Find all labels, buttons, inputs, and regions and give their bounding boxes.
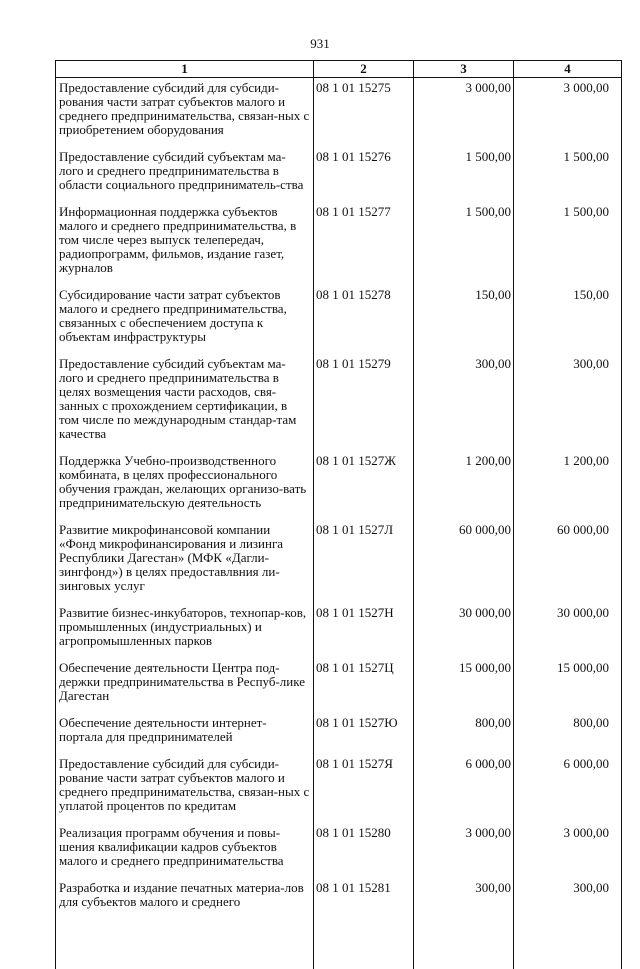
row-name: Предоставление субсидий субъектам ма-лого и среднего предпринимательства в целях возмещения части расходов, свя-занных с прохождением сертификации, в том числе по международным стандар-там качества <box>56 354 314 451</box>
header-col-1: 1 <box>56 61 314 78</box>
row-amount-col3: 300,00 <box>414 354 514 451</box>
row-amount-col4: 6 000,00 <box>514 754 622 823</box>
row-name: Обеспечение деятельности интернет-портала для предпринимателей <box>56 713 314 754</box>
row-amount-col3: 3 000,00 <box>414 78 514 148</box>
row-amount-col4: 300,00 <box>514 354 622 451</box>
table-row <box>56 202 622 285</box>
table-row <box>56 823 622 878</box>
row-code: 08 1 01 15276 <box>314 147 414 202</box>
row-name: Обеспечение деятельности Центра под-держки предпринимательства в Респуб-лике Дагестан <box>56 658 314 713</box>
row-code: 08 1 01 1527Л <box>314 520 414 603</box>
row-amount-col4: 300,00 <box>514 878 622 969</box>
table-header-row <box>56 61 622 78</box>
row-code: 08 1 01 15279 <box>314 354 414 451</box>
row-amount-col4: 150,00 <box>514 285 622 354</box>
row-code: 08 1 01 1527Ж <box>314 451 414 520</box>
header-col-2: 2 <box>314 61 414 78</box>
table-row <box>56 354 622 451</box>
row-name: Предоставление субсидий субъектам ма-лого и среднего предпринимательства в области социального предприниматель-ства <box>56 147 314 202</box>
row-amount-col3: 800,00 <box>414 713 514 754</box>
row-amount-col4: 3 000,00 <box>514 823 622 878</box>
row-amount-col4: 1 200,00 <box>514 451 622 520</box>
row-code: 08 1 01 15280 <box>314 823 414 878</box>
row-amount-col3: 3 000,00 <box>414 823 514 878</box>
table-row <box>56 520 622 603</box>
row-amount-col4: 30 000,00 <box>514 603 622 658</box>
row-code: 08 1 01 15278 <box>314 285 414 354</box>
table-row <box>56 658 622 713</box>
row-name: Разработка и издание печатных материа-лов для субъектов малого и среднего <box>56 878 314 969</box>
row-amount-col3: 300,00 <box>414 878 514 969</box>
row-amount-col4: 1 500,00 <box>514 202 622 285</box>
table-row <box>56 754 622 823</box>
table-row <box>56 285 622 354</box>
row-name: Информационная поддержка субъектов малого и среднего предпринимательства, в том числе через выпуск телепередач, радиопрограмм, фильмов, издание газет, журналов <box>56 202 314 285</box>
page-number: 931 <box>310 36 330 51</box>
row-amount-col3: 30 000,00 <box>414 603 514 658</box>
table-row <box>56 147 622 202</box>
row-code: 08 1 01 15277 <box>314 202 414 285</box>
budget-table <box>55 60 622 969</box>
row-amount-col3: 150,00 <box>414 285 514 354</box>
table-row <box>56 78 622 148</box>
row-amount-col3: 15 000,00 <box>414 658 514 713</box>
row-amount-col4: 60 000,00 <box>514 520 622 603</box>
row-code: 08 1 01 1527Н <box>314 603 414 658</box>
row-name: Развитие микрофинансовой компании «Фонд микрофинансирования и лизинга Республики Дагестан» (МФК «Дагли-зингфонд») в целях предоставлвния ли-зинговых услуг <box>56 520 314 603</box>
row-amount-col4: 3 000,00 <box>514 78 622 148</box>
row-code: 08 1 01 1527Ю <box>314 713 414 754</box>
header-col-4: 4 <box>514 61 622 78</box>
table-row <box>56 878 622 969</box>
table-row <box>56 603 622 658</box>
row-name: Развитие бизнес-инкубаторов, технопар-ков, промышленных (индустриальных) и агропромышленных парков <box>56 603 314 658</box>
row-amount-col3: 1 200,00 <box>414 451 514 520</box>
table-row <box>56 713 622 754</box>
row-amount-col3: 60 000,00 <box>414 520 514 603</box>
row-name: Субсидирование части затрат субъектов малого и среднего предпринимательства, связанных с обеспечением доступа к объектам инфраструктуры <box>56 285 314 354</box>
row-amount-col3: 6 000,00 <box>414 754 514 823</box>
row-name: Предоставление субсидий для субсиди-рование части затрат субъектов малого и среднего предпринимательства, связан-ных с уплатой процентов по кредитам <box>56 754 314 823</box>
row-amount-col4: 800,00 <box>514 713 622 754</box>
row-code: 08 1 01 15281 <box>314 878 414 969</box>
row-code: 08 1 01 1527Я <box>314 754 414 823</box>
row-code: 08 1 01 1527Ц <box>314 658 414 713</box>
row-amount-col4: 1 500,00 <box>514 147 622 202</box>
header-col-3: 3 <box>414 61 514 78</box>
row-code: 08 1 01 15275 <box>314 78 414 148</box>
row-amount-col4: 15 000,00 <box>514 658 622 713</box>
row-amount-col3: 1 500,00 <box>414 147 514 202</box>
row-name: Реализация программ обучения и повы-шения квалификации кадров субъектов малого и среднего предпринимательства <box>56 823 314 878</box>
table-row <box>56 451 622 520</box>
row-amount-col3: 1 500,00 <box>414 202 514 285</box>
row-name: Поддержка Учебно-производственного комбината, в целях профессионального обучения граждан, желающих организо-вать предпринимательскую деятельность <box>56 451 314 520</box>
row-name: Предоставление субсидий для субсиди-рования части затрат субъектов малого и среднего предпринимательства, связан-ных с приобретением оборудования <box>56 78 314 148</box>
